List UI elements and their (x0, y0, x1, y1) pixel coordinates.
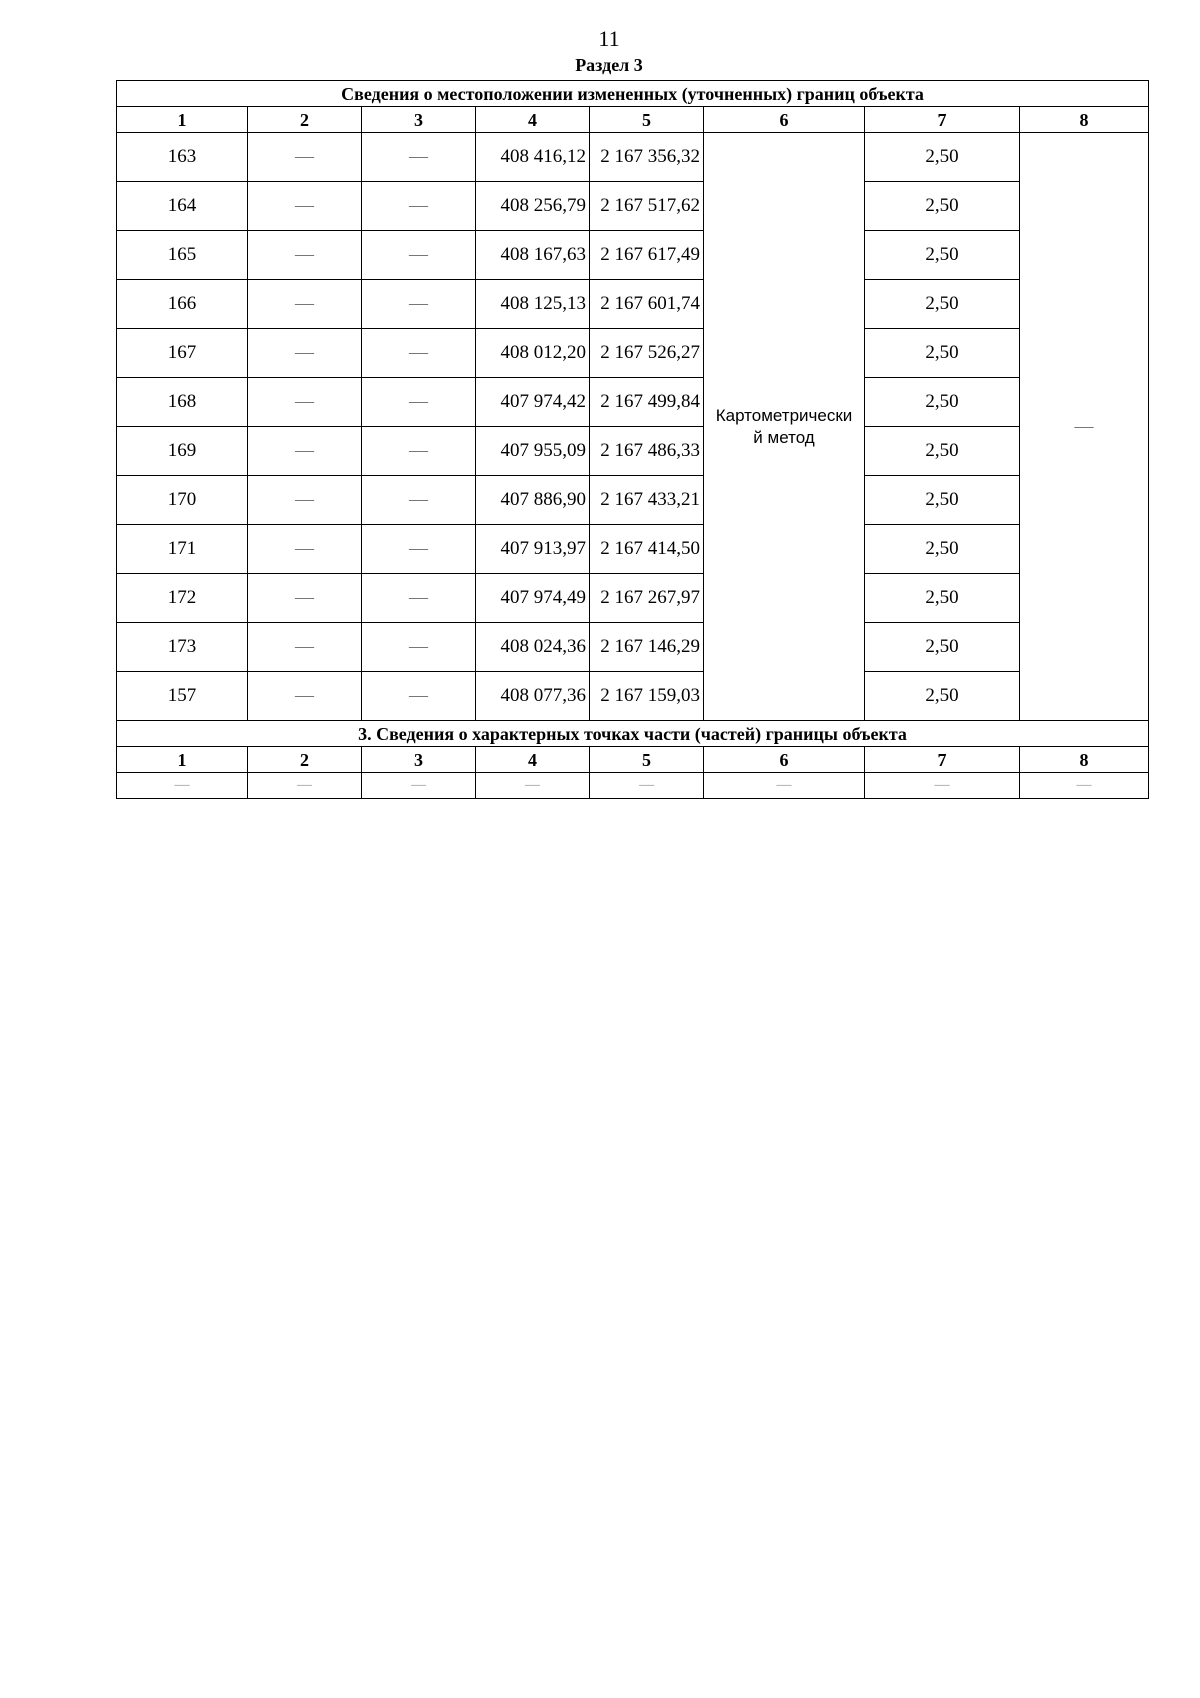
col3-cell: — (362, 427, 476, 476)
y-coordinate-cell: 2 167 517,62 (590, 182, 704, 231)
x-coordinate-cell: 408 077,36 (476, 672, 590, 721)
y-coordinate-cell: 2 167 617,49 (590, 231, 704, 280)
column-number: 3 (362, 747, 476, 773)
col2-cell: — (248, 574, 362, 623)
x-coordinate-cell: 407 974,42 (476, 378, 590, 427)
table-row (117, 427, 1149, 476)
column-number: 1 (117, 747, 248, 773)
x-coordinate-cell: 407 886,90 (476, 476, 590, 525)
column-number: 3 (362, 107, 476, 133)
column-number: 5 (590, 107, 704, 133)
col2-cell: — (248, 427, 362, 476)
table-row (117, 623, 1149, 672)
col2-cell: — (248, 133, 362, 182)
point-number-cell: 173 (117, 623, 248, 672)
y-coordinate-cell: 2 167 414,50 (590, 525, 704, 574)
column-number: 2 (248, 107, 362, 133)
empty-cell: — (362, 773, 476, 799)
empty-cell: — (117, 773, 248, 799)
accuracy-cell: 2,50 (865, 574, 1020, 623)
method-cell (704, 133, 865, 721)
table-row (117, 133, 1149, 182)
y-coordinate-cell: 2 167 159,03 (590, 672, 704, 721)
table-row (117, 525, 1149, 574)
col3-cell: — (362, 231, 476, 280)
accuracy-cell: 2,50 (865, 329, 1020, 378)
column-number: 8 (1020, 747, 1149, 773)
accuracy-cell: 2,50 (865, 182, 1020, 231)
table-row (117, 280, 1149, 329)
col3-cell: — (362, 672, 476, 721)
col3-cell: — (362, 329, 476, 378)
col8-cell: — (1020, 133, 1149, 721)
x-coordinate-cell: 407 974,49 (476, 574, 590, 623)
col2-cell: — (248, 329, 362, 378)
y-coordinate-cell: 2 167 601,74 (590, 280, 704, 329)
column-number: 7 (865, 107, 1020, 133)
column-number: 4 (476, 107, 590, 133)
table-row (117, 574, 1149, 623)
empty-cell: — (1020, 773, 1149, 799)
boundary-coordinates-table (116, 80, 1149, 799)
page-number: 11 (598, 26, 620, 51)
point-number-cell: 172 (117, 574, 248, 623)
table-row (117, 231, 1149, 280)
accuracy-cell: 2,50 (865, 623, 1020, 672)
x-coordinate-cell: 408 125,13 (476, 280, 590, 329)
y-coordinate-cell: 2 167 499,84 (590, 378, 704, 427)
col2-cell: — (248, 231, 362, 280)
accuracy-cell: 2,50 (865, 231, 1020, 280)
empty-cell: — (476, 773, 590, 799)
point-number-cell: 169 (117, 427, 248, 476)
y-coordinate-cell: 2 167 356,32 (590, 133, 704, 182)
x-coordinate-cell: 408 167,63 (476, 231, 590, 280)
table-row (117, 182, 1149, 231)
col3-cell: — (362, 476, 476, 525)
point-number-cell: 165 (117, 231, 248, 280)
col2-cell: — (248, 525, 362, 574)
col3-cell: — (362, 378, 476, 427)
accuracy-cell: 2,50 (865, 427, 1020, 476)
accuracy-cell: 2,50 (865, 672, 1020, 721)
column-number: 6 (704, 107, 865, 133)
col2-cell: — (248, 476, 362, 525)
x-coordinate-cell: 408 024,36 (476, 623, 590, 672)
subsection-title-row (117, 721, 1149, 747)
col2-cell: — (248, 280, 362, 329)
col3-cell: — (362, 623, 476, 672)
x-coordinate-cell: 408 416,12 (476, 133, 590, 182)
column-number: 8 (1020, 107, 1149, 133)
col3-cell: — (362, 133, 476, 182)
point-number-cell: 171 (117, 525, 248, 574)
col3-cell: — (362, 574, 476, 623)
accuracy-cell: 2,50 (865, 280, 1020, 329)
accuracy-cell: 2,50 (865, 476, 1020, 525)
column-number: 1 (117, 107, 248, 133)
accuracy-cell: 2,50 (865, 133, 1020, 182)
y-coordinate-cell: 2 167 433,21 (590, 476, 704, 525)
x-coordinate-cell: 407 913,97 (476, 525, 590, 574)
point-number-cell: 167 (117, 329, 248, 378)
column-numbers-row (117, 107, 1149, 133)
point-number-cell: 166 (117, 280, 248, 329)
y-coordinate-cell: 2 167 486,33 (590, 427, 704, 476)
section-title: Раздел 3 (575, 55, 643, 75)
col3-cell: — (362, 525, 476, 574)
column-number: 6 (704, 747, 865, 773)
empty-cell: — (704, 773, 865, 799)
column-number: 7 (865, 747, 1020, 773)
col2-cell: — (248, 182, 362, 231)
table-row (117, 476, 1149, 525)
col3-cell: — (362, 280, 476, 329)
empty-cell: — (865, 773, 1020, 799)
point-number-cell: 164 (117, 182, 248, 231)
x-coordinate-cell: 407 955,09 (476, 427, 590, 476)
table-row (117, 378, 1149, 427)
point-number-cell: 157 (117, 672, 248, 721)
col3-cell: — (362, 182, 476, 231)
x-coordinate-cell: 408 256,79 (476, 182, 590, 231)
col2-cell: — (248, 672, 362, 721)
table-row (117, 329, 1149, 378)
subsection-empty-row (117, 773, 1149, 799)
table-header-title: Сведения о местоположении измененных (уточненных) границ объекта (117, 81, 1149, 107)
x-coordinate-cell: 408 012,20 (476, 329, 590, 378)
point-number-cell: 170 (117, 476, 248, 525)
method-line-2: й метод (753, 427, 815, 447)
table-header-row (117, 81, 1149, 107)
empty-cell: — (248, 773, 362, 799)
table-row (117, 672, 1149, 721)
y-coordinate-cell: 2 167 526,27 (590, 329, 704, 378)
column-number: 5 (590, 747, 704, 773)
column-number: 4 (476, 747, 590, 773)
subsection-column-numbers-row (117, 747, 1149, 773)
empty-cell: — (590, 773, 704, 799)
col2-cell: — (248, 623, 362, 672)
y-coordinate-cell: 2 167 267,97 (590, 574, 704, 623)
y-coordinate-cell: 2 167 146,29 (590, 623, 704, 672)
column-number: 2 (248, 747, 362, 773)
point-number-cell: 168 (117, 378, 248, 427)
accuracy-cell: 2,50 (865, 378, 1020, 427)
method-line-1: Картометрически (715, 405, 853, 425)
subsection-title: 3. Сведения о характерных точках части (частей) границы объекта (117, 721, 1149, 747)
point-number-cell: 163 (117, 133, 248, 182)
accuracy-cell: 2,50 (865, 525, 1020, 574)
col2-cell: — (248, 378, 362, 427)
